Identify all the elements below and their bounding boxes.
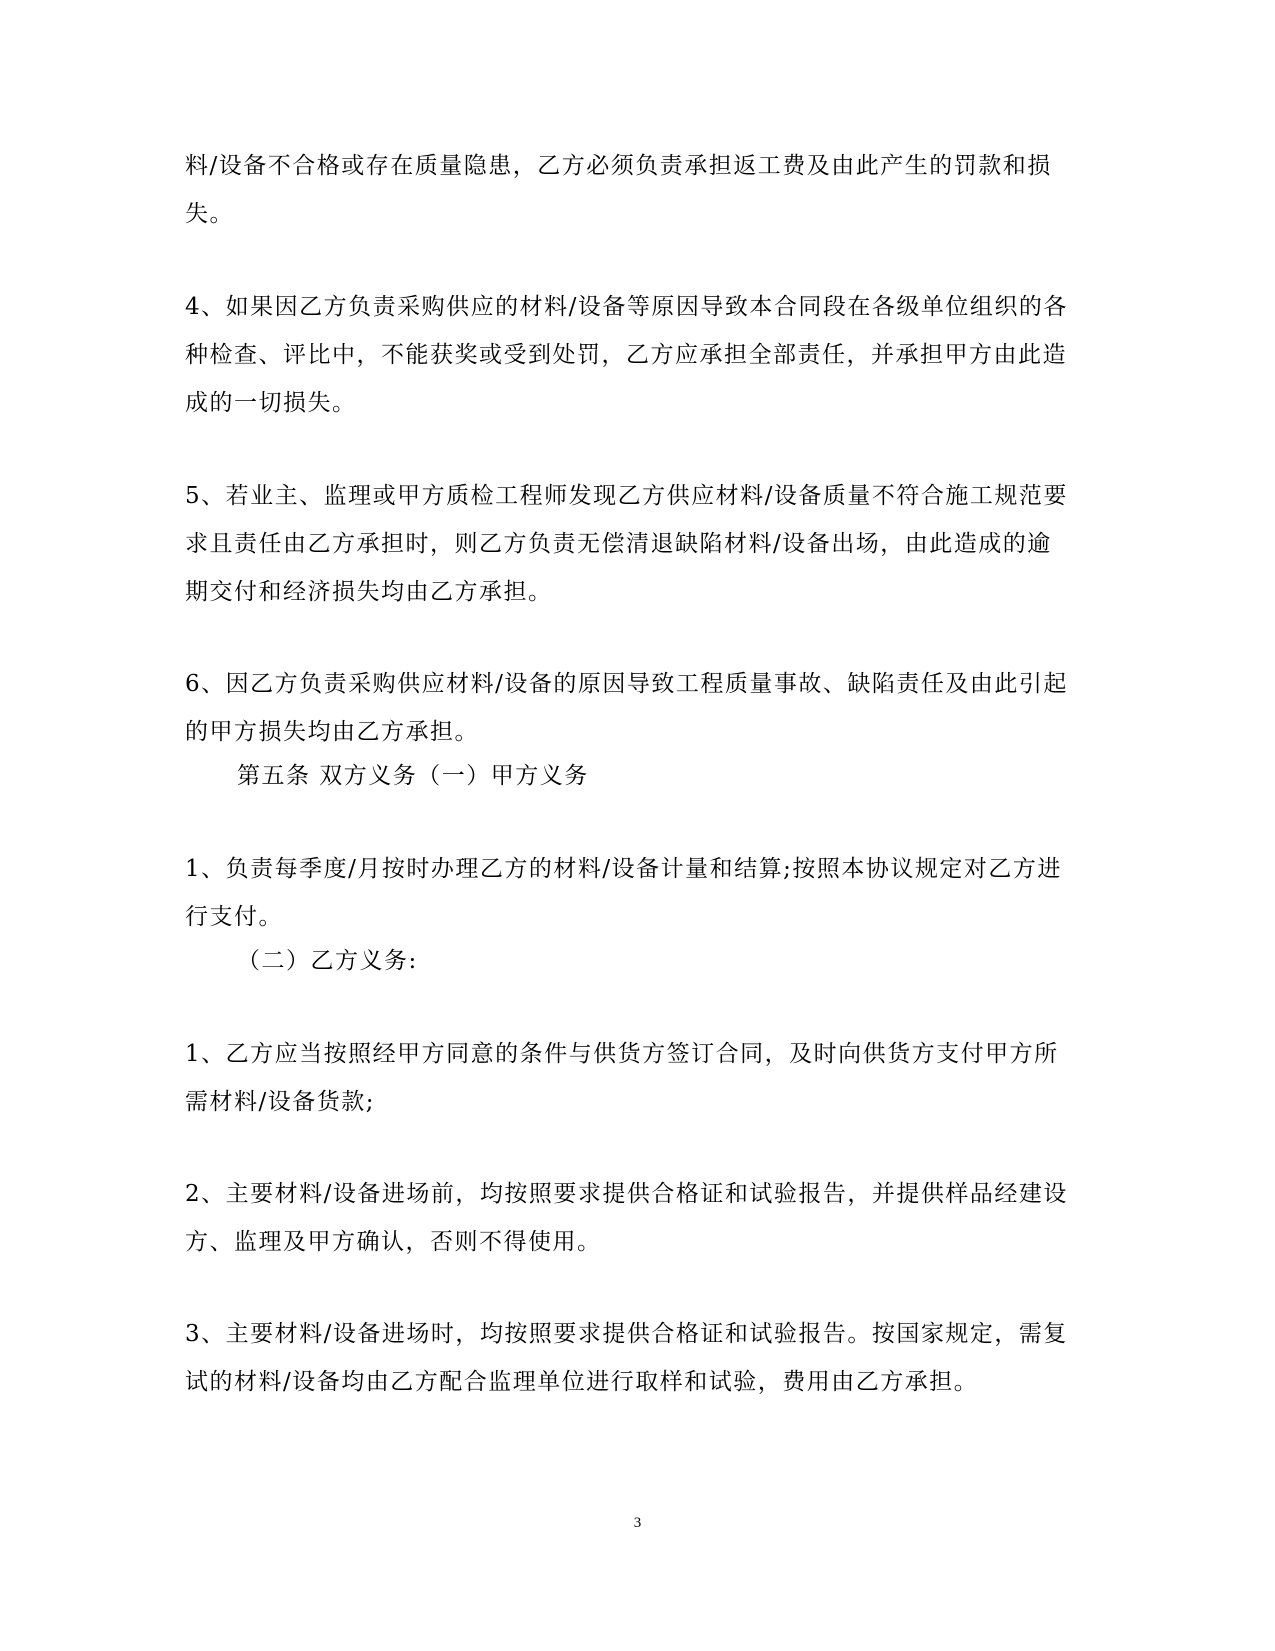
party-b-heading: （二）乙方义务: [237,948,418,974]
paragraph-line: 5、若业主、监理或甲方质检工程师发现乙方供应材料/设备质量不符合施工规范要 [185,483,1068,509]
party-b-duty-3 [185,1310,1090,1406]
paragraph-line: 失。 [185,201,234,227]
paragraph-line: 种检查、评比中，不能获奖或受到处罚，乙方应承担全部责任，并承担甲方由此造 [185,342,1067,368]
paragraph-item-6 [185,660,1090,756]
paragraph-line: 6、因乙方负责采购供应材料/设备的原因导致工程质量事故、缺陷责任及由此引起 [185,671,1068,697]
paragraph-line: 料/设备不合格或存在质量隐患，乙方必须负责承担返工费及由此产生的罚款和损 [185,153,1052,179]
paragraph-item-5 [185,472,1090,616]
paragraph-line: 2、主要材料/设备进场前，均按照要求提供合格证和试验报告，并提供样品经建设 [185,1181,1068,1207]
paragraph-line: 行支付。 [185,904,283,930]
paragraph-line: 成的一切损失。 [185,390,357,416]
paragraph-line: 试的材料/设备均由乙方配合监理单位进行取样和试验，费用由乙方承担。 [185,1369,979,1395]
paragraph-line: 求且责任由乙方承担时，则乙方负责无偿清退缺陷材料/设备出场，由此造成的逾 [185,531,1052,557]
paragraph-line: 方、监理及甲方确认，否则不得使用。 [185,1229,602,1255]
party-a-duty-1 [185,845,1090,941]
paragraph-continued [185,142,1090,238]
paragraph-item-4 [185,283,1090,427]
paragraph-line: 期交付和经济损失均由乙方承担。 [185,579,553,605]
paragraph-line: 4、如果因乙方负责采购供应的材料/设备等原因导致本合同段在各级单位组织的各 [185,294,1068,320]
article-5-heading: 第五条 双方义务（一）甲方义务 [237,763,589,789]
paragraph-line: 1、乙方应当按照经甲方同意的条件与供货方签订合同，及时向供货方支付甲方所 [185,1041,1059,1067]
page-number: 3 [633,1515,642,1531]
paragraph-line: 需材料/设备货款; [185,1089,375,1115]
paragraph-line: 1、负责每季度/月按时办理乙方的材料/设备计量和结算;按照本协议规定对乙方进 [185,856,1062,882]
paragraph-line: 3、主要材料/设备进场时，均按照要求提供合格证和试验报告。按国家规定，需复 [185,1321,1068,1347]
party-b-duty-1 [185,1030,1090,1126]
paragraph-line: 的甲方损失均由乙方承担。 [185,719,479,745]
party-b-duty-2 [185,1170,1090,1266]
